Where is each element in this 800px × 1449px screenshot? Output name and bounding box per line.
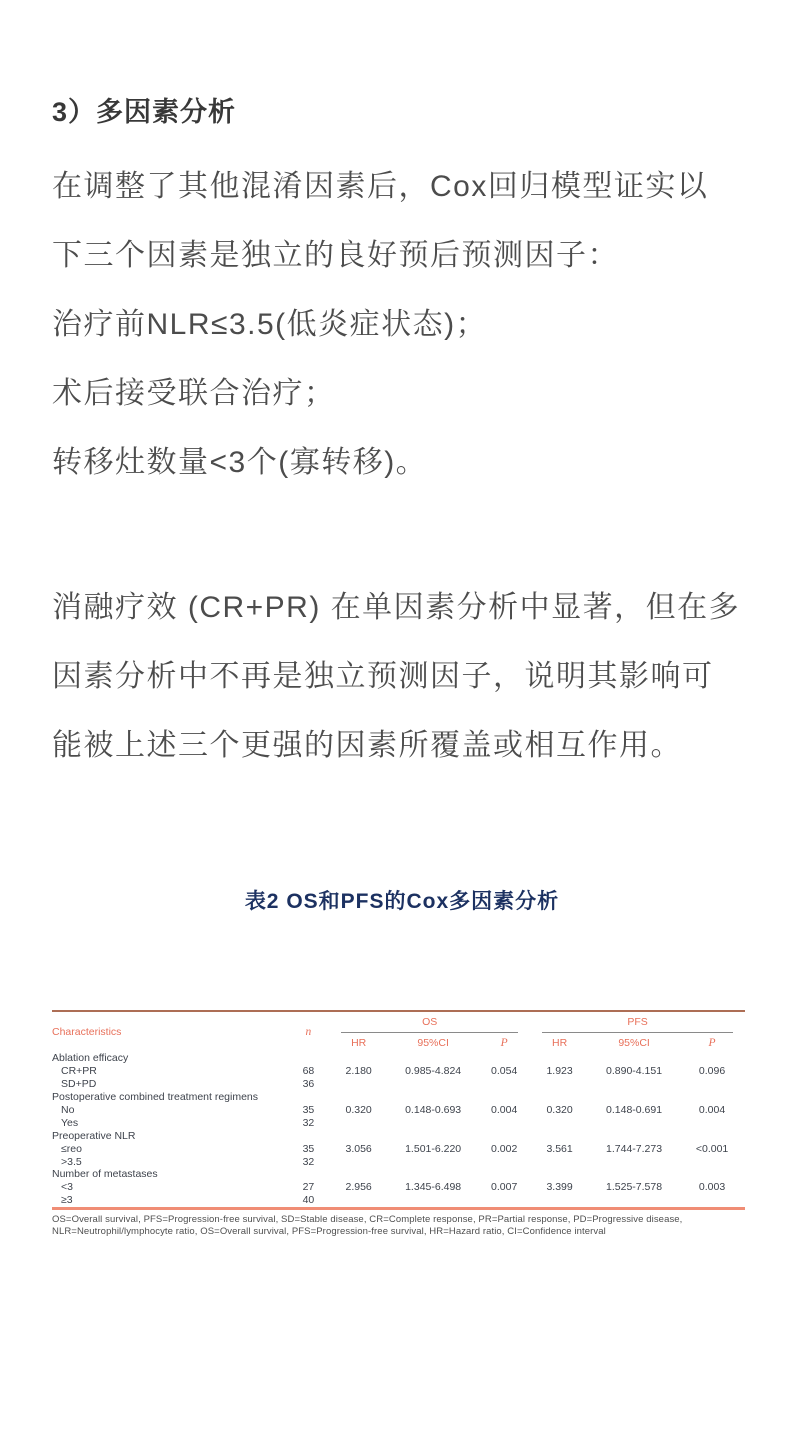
cell-pfs-p — [679, 1194, 745, 1208]
table-row — [52, 1104, 745, 1117]
cell-pfs-hr — [530, 1155, 589, 1168]
table-row — [52, 1181, 745, 1194]
cell-pfs-hr — [530, 1116, 589, 1129]
cell-os-hr — [329, 1091, 388, 1104]
cell-pfs-p: 0.003 — [698, 1181, 726, 1194]
header-group-os — [329, 1011, 530, 1034]
cell-os-p — [478, 1116, 530, 1129]
cell-os-p — [478, 1052, 530, 1065]
cell-os-hr — [329, 1052, 388, 1065]
header-pfs-label: PFS — [542, 1014, 733, 1033]
table-category-row — [52, 1052, 745, 1065]
cell-pfs-ci — [589, 1168, 679, 1181]
cell-os-p — [478, 1091, 530, 1104]
header-pfs-p: P — [708, 1037, 716, 1049]
footnote-line: OS=Overall survival, PFS=Progression-free survival, SD=Stable disease, CR=Complete response, PR=Partial response, PD=Progressive disease, — [52, 1213, 683, 1225]
cell-n: 32 — [302, 1155, 315, 1168]
cell-pfs-p: 0.004 — [698, 1104, 726, 1116]
row-label: ≥3 — [61, 1194, 73, 1207]
cell-n: 27 — [302, 1181, 315, 1194]
paragraph-line: 在调整了其他混淆因素后，Cox回归模型证实以 — [52, 170, 709, 203]
table-title: 表2 OS和PFS的Cox多因素分析 — [244, 890, 560, 913]
header-characteristics: Characteristics — [52, 1026, 122, 1038]
table-row — [52, 1194, 745, 1208]
cell-os-hr — [329, 1078, 388, 1091]
cell-os-hr — [329, 1168, 388, 1181]
cell-pfs-ci — [589, 1078, 679, 1091]
cell-os-ci — [388, 1052, 478, 1065]
cell-os-hr: 2.956 — [345, 1181, 372, 1194]
cell-pfs-hr: 3.399 — [546, 1181, 573, 1194]
statistics-table — [52, 1010, 752, 1210]
row-label: >3.5 — [61, 1155, 82, 1168]
row-label: Preoperative NLR — [52, 1129, 136, 1142]
cell-os-p — [478, 1155, 530, 1168]
cell-os-p: 0.007 — [491, 1181, 518, 1194]
paragraph-line: 下三个因素是独立的良好预后预测因子： — [52, 239, 619, 272]
table-footnote — [52, 1214, 752, 1238]
row-label: Yes — [61, 1116, 79, 1129]
cell-n — [288, 1129, 330, 1142]
cell-os-ci — [388, 1091, 478, 1104]
paragraph-line: 消融疗效 (CR+PR) 在单因素分析中显著，但在多 — [52, 591, 741, 624]
cell-n: 40 — [302, 1194, 315, 1207]
cell-pfs-p — [679, 1052, 745, 1065]
cell-pfs-hr — [530, 1129, 589, 1142]
cell-os-p — [478, 1168, 530, 1181]
row-label: Ablation efficacy — [52, 1052, 129, 1065]
cell-os-ci: 1.501-6.220 — [405, 1142, 462, 1155]
cell-pfs-p — [679, 1091, 745, 1104]
cell-pfs-hr — [530, 1052, 589, 1065]
cell-n: 32 — [302, 1116, 315, 1129]
row-label: <3 — [61, 1181, 73, 1194]
cell-n: 35 — [302, 1142, 315, 1155]
cell-os-hr: 0.320 — [345, 1104, 372, 1116]
cell-pfs-ci: 1.525-7.578 — [606, 1181, 663, 1194]
cell-os-p — [478, 1194, 530, 1208]
row-label: ≤reo — [61, 1142, 82, 1155]
cell-pfs-p — [679, 1129, 745, 1142]
cell-pfs-ci — [589, 1155, 679, 1168]
cell-os-hr — [329, 1194, 388, 1208]
paragraph-line: 术后接受联合治疗； — [52, 377, 336, 410]
paragraph-line: 治疗前NLR≤3.5(低炎症状态)； — [52, 308, 488, 341]
cell-pfs-ci: 0.890-4.151 — [606, 1065, 663, 1078]
cell-pfs-hr: 0.320 — [546, 1104, 573, 1116]
cell-pfs-ci — [589, 1052, 679, 1065]
cell-pfs-hr — [530, 1168, 589, 1181]
cell-os-hr: 2.180 — [345, 1065, 372, 1078]
cell-pfs-ci — [589, 1091, 679, 1104]
cell-os-ci — [388, 1155, 478, 1168]
cell-os-ci: 0.148-0.693 — [405, 1104, 462, 1116]
cell-pfs-hr: 3.561 — [546, 1142, 573, 1155]
cell-os-p: 0.004 — [491, 1104, 518, 1116]
section-heading: 3）多因素分析 — [52, 97, 237, 127]
cell-os-p — [478, 1078, 530, 1091]
cell-os-ci — [388, 1116, 478, 1129]
table-row — [52, 1078, 745, 1091]
row-label: SD+PD — [61, 1078, 97, 1091]
cell-n: 35 — [302, 1104, 315, 1116]
cell-pfs-ci: 0.148-0.691 — [606, 1104, 663, 1116]
paragraph-line: 转移灶数量<3个(寡转移)。 — [52, 446, 428, 479]
footnote-line: NLR=Neutrophil/lymphocyte ratio, OS=Overall survival, PFS=Progression-free survival, HR=Hazard ratio, CI=Confidence interval — [52, 1225, 606, 1237]
table-category-row — [52, 1129, 745, 1142]
paragraph-line: 能被上述三个更强的因素所覆盖或相互作用。 — [52, 729, 682, 762]
cell-os-hr — [329, 1155, 388, 1168]
row-label: Postoperative combined treatment regimens — [52, 1091, 259, 1104]
header-os-ci: 95%CI — [417, 1037, 449, 1049]
table-category-row — [52, 1091, 745, 1104]
row-label: Number of metastases — [52, 1168, 158, 1181]
paragraph-1 — [52, 152, 752, 497]
cell-n — [288, 1052, 330, 1065]
table-body — [52, 1052, 745, 1208]
header-group-pfs — [530, 1011, 745, 1034]
cell-pfs-p — [679, 1078, 745, 1091]
header-os-hr: HR — [351, 1037, 367, 1049]
cell-os-hr — [329, 1129, 388, 1142]
table-row — [52, 1116, 745, 1129]
cell-os-ci — [388, 1194, 478, 1208]
cell-pfs-p — [679, 1116, 745, 1129]
header-pfs-ci: 95%CI — [618, 1037, 650, 1049]
cell-n: 36 — [302, 1078, 315, 1091]
cell-os-hr: 3.056 — [345, 1142, 372, 1155]
table-header — [52, 1011, 745, 1052]
cell-pfs-p: <0.001 — [695, 1142, 729, 1155]
header-os-label: OS — [341, 1014, 518, 1033]
cell-pfs-hr: 1.923 — [546, 1065, 573, 1078]
row-label: CR+PR — [61, 1065, 97, 1078]
cell-os-p: 0.054 — [491, 1065, 518, 1078]
cell-os-ci: 1.345-6.498 — [405, 1181, 462, 1194]
cell-pfs-p: 0.096 — [698, 1065, 726, 1078]
cell-os-p — [478, 1129, 530, 1142]
cell-os-p: 0.002 — [491, 1142, 518, 1155]
cell-os-hr — [329, 1116, 388, 1129]
cell-pfs-hr — [530, 1091, 589, 1104]
cell-pfs-ci: 1.744-7.273 — [606, 1142, 663, 1155]
cell-pfs-ci — [589, 1129, 679, 1142]
table-row — [52, 1065, 745, 1078]
cell-os-ci — [388, 1078, 478, 1091]
cell-pfs-p — [679, 1168, 745, 1181]
header-pfs-hr: HR — [552, 1037, 568, 1049]
table-row — [52, 1155, 745, 1168]
cell-n: 68 — [302, 1065, 315, 1078]
cell-os-ci — [388, 1168, 478, 1181]
header-os-p: P — [500, 1037, 508, 1049]
cell-pfs-ci — [589, 1116, 679, 1129]
document-body — [0, 96, 800, 1238]
table-category-row — [52, 1168, 745, 1181]
cell-pfs-hr — [530, 1078, 589, 1091]
cell-os-ci: 0.985-4.824 — [405, 1065, 462, 1078]
row-label: No — [61, 1104, 75, 1116]
cell-pfs-ci — [589, 1194, 679, 1208]
cell-os-ci — [388, 1129, 478, 1142]
paragraph-line: 因素分析中不再是独立预测因子，说明其影响可 — [52, 660, 714, 693]
header-n: n — [305, 1026, 312, 1038]
cell-n — [288, 1091, 330, 1104]
cell-n — [288, 1168, 330, 1181]
cell-pfs-hr — [530, 1194, 589, 1208]
paragraph-2 — [52, 573, 752, 780]
table-row — [52, 1142, 745, 1155]
cell-pfs-p — [679, 1155, 745, 1168]
